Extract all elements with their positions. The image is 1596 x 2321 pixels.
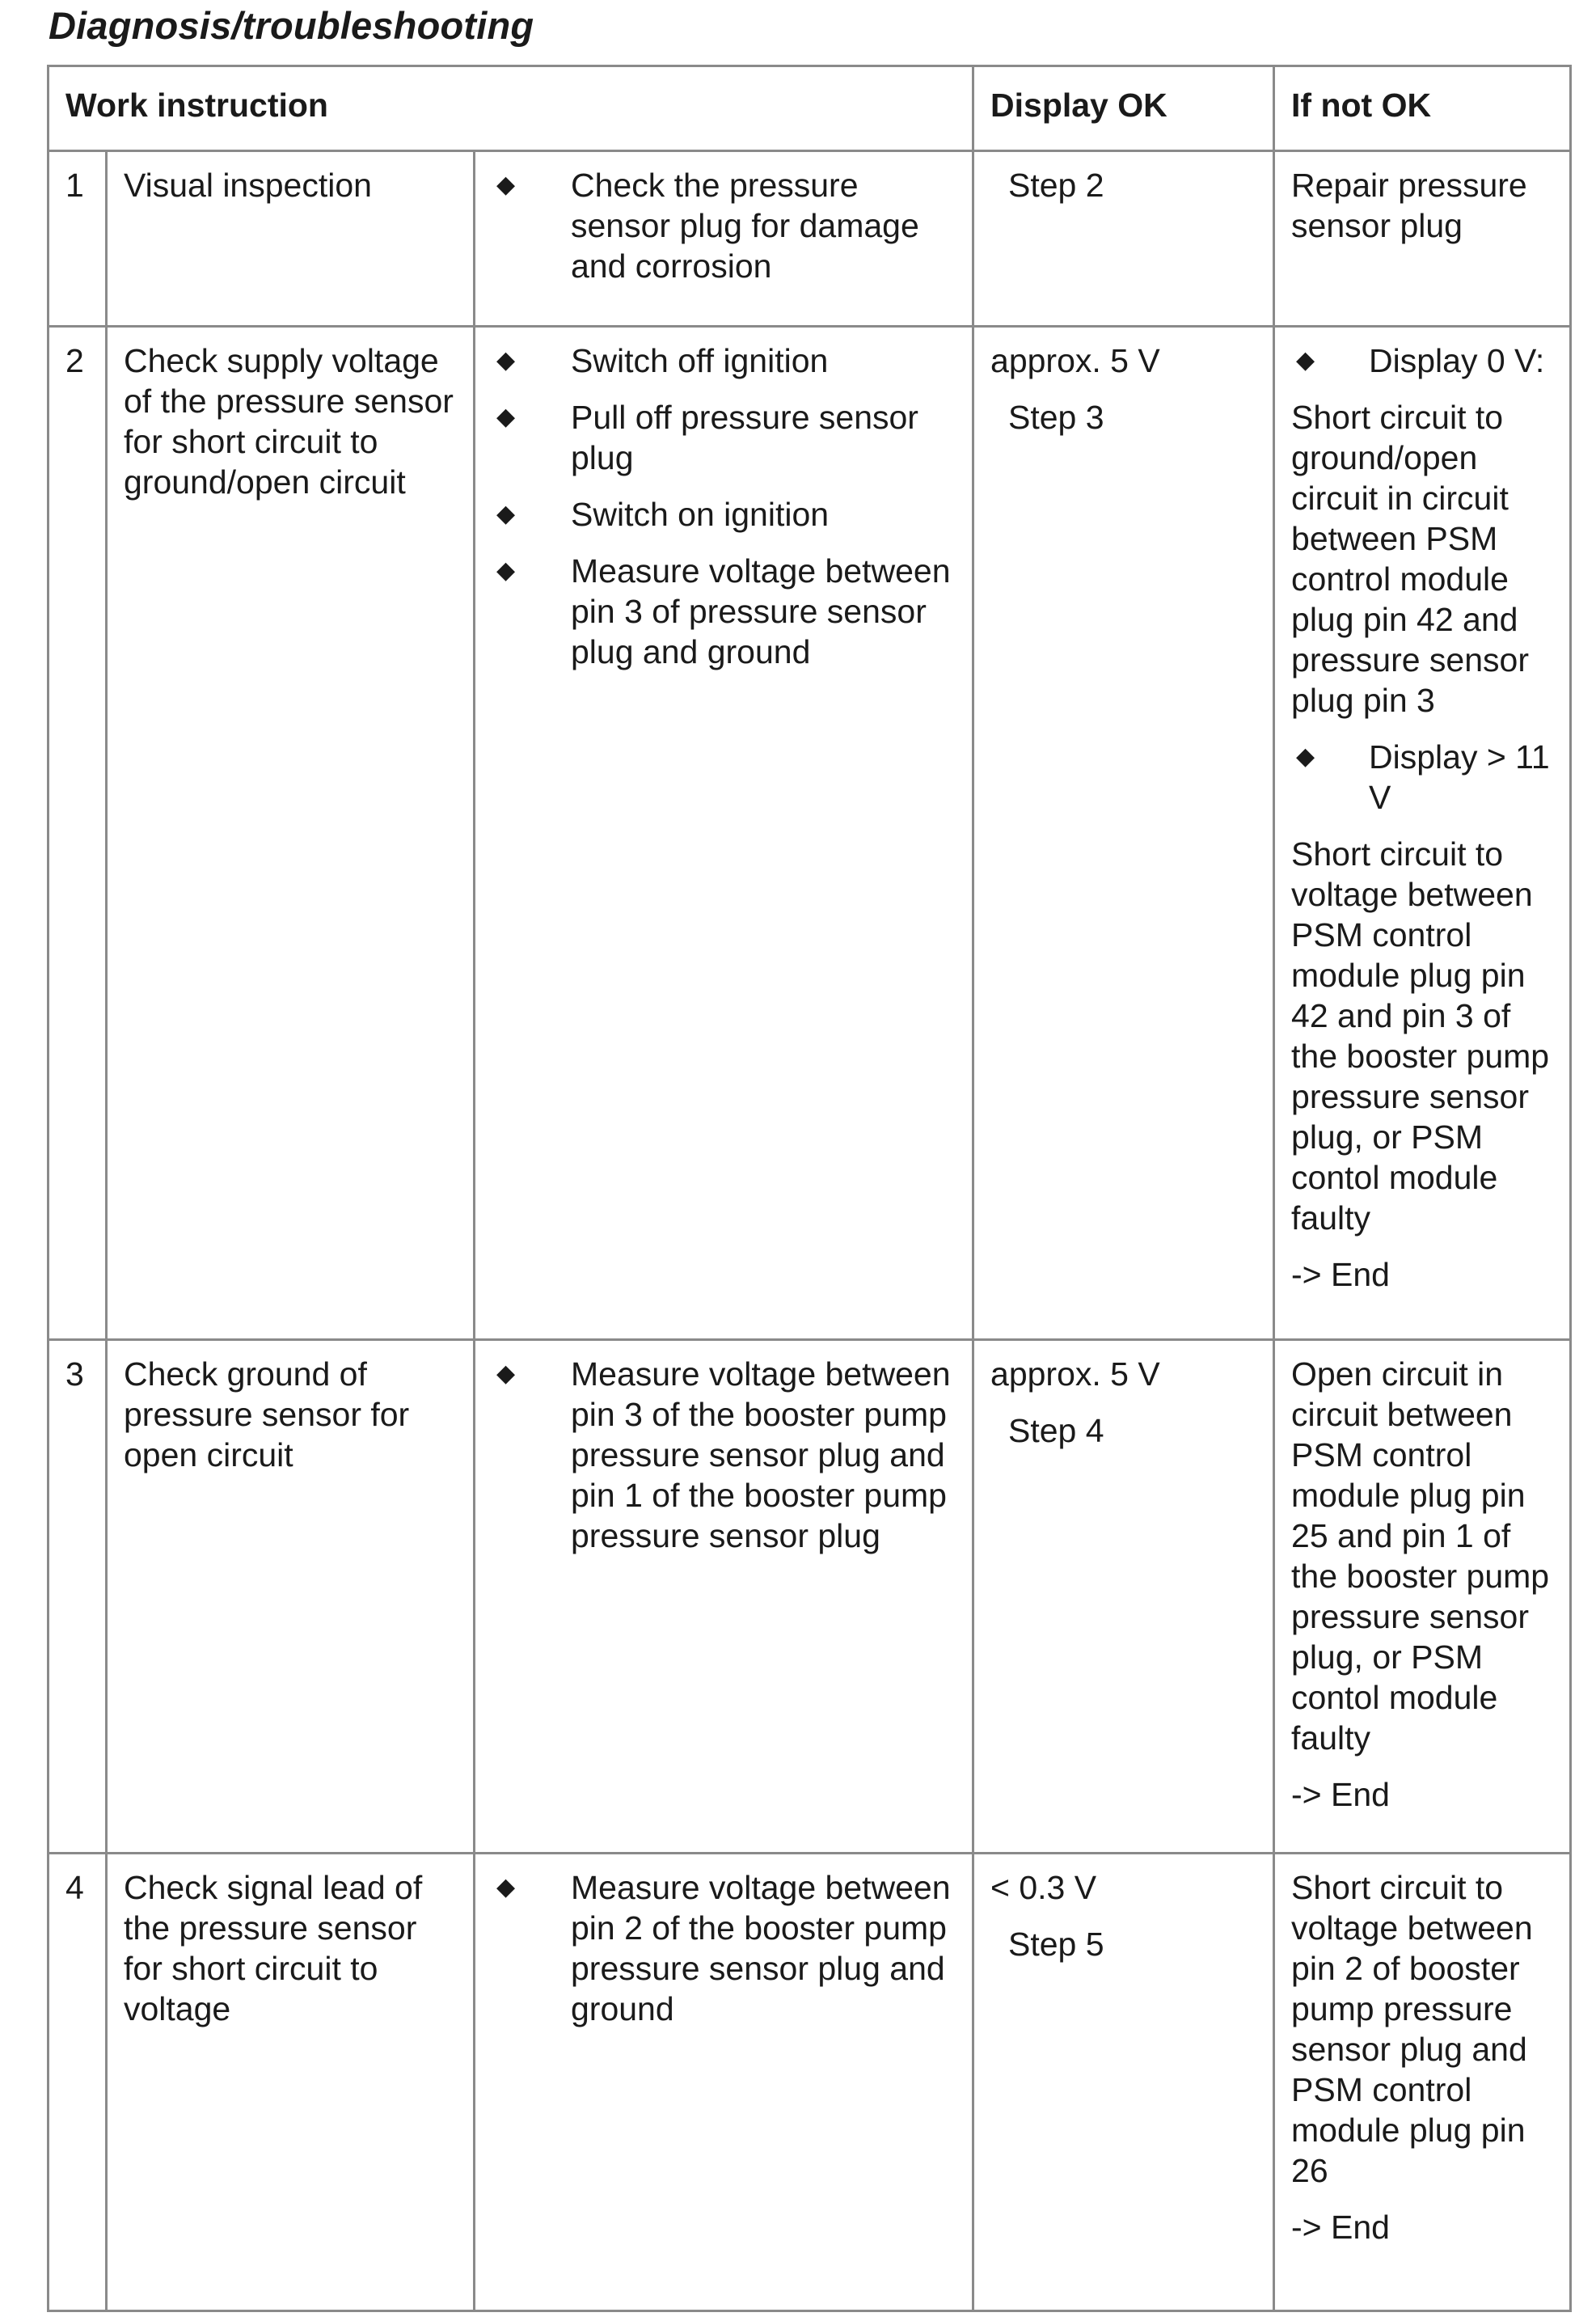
next-step: Step 3 — [1008, 399, 1104, 436]
not-ok-cell: Open circuit in circuit between PSM control module plug pin 25 and pin 1 of the booster pump pressure sensor plug, or PSM contol module faulty -> End — [1274, 1340, 1571, 1854]
header-if-not-ok: If not OK — [1274, 66, 1571, 151]
list-item: ◆ Measure voltage between pin 3 of pressure sensor plug and ground — [492, 551, 956, 672]
list-item: ◆ Pull off pressure sensor plug — [492, 397, 956, 478]
list-item: ◆ Measure voltage between pin 3 of the booster pump pressure sensor plug and pin 1 of the booster pump pressure sensor plug — [492, 1354, 956, 1556]
end-marker: -> End — [1291, 1776, 1390, 1813]
table-row — [49, 327, 1571, 1340]
diamond-bullet-icon: ◆ — [496, 171, 516, 198]
instruction-cell: Check signal lead of the pressure sensor for short circuit to voltage — [107, 1854, 475, 2311]
end-marker: -> End — [1291, 1256, 1390, 1293]
step-number: 2 — [49, 327, 107, 1340]
diamond-bullet-icon: ◆ — [496, 557, 516, 584]
end-marker: -> End — [1291, 2209, 1390, 2246]
list-item: ◆ Check the pressure sensor plug for damage and corrosion — [492, 165, 956, 286]
page-title: Diagnosis/troubleshooting — [49, 4, 534, 47]
not-ok-cell: Short circuit to voltage between pin 2 of booster pump pressure sensor plug and PSM control module plug pin 26 -> End — [1274, 1854, 1571, 2311]
header-work-instruction: Work instruction — [49, 66, 973, 151]
table-row — [49, 1854, 1571, 2311]
list-item: ◆ Display > 11 V — [1291, 737, 1553, 818]
action-cell — [475, 327, 973, 1340]
instruction-cell: Visual inspection — [107, 151, 475, 327]
diamond-bullet-icon: ◆ — [1296, 743, 1315, 770]
display-ok-cell — [973, 1854, 1274, 2311]
header-row — [49, 66, 1571, 151]
action-cell — [475, 1854, 973, 2311]
expected-value: approx. 5 V — [990, 342, 1160, 379]
table-row — [49, 151, 1571, 327]
step-number: 1 — [49, 151, 107, 327]
table-row — [49, 1340, 1571, 1854]
step-number: 3 — [49, 1340, 107, 1854]
display-ok-cell — [973, 327, 1274, 1340]
instruction-cell: Check ground of pressure sensor for open circuit — [107, 1340, 475, 1854]
header-display-ok: Display OK — [973, 66, 1274, 151]
action-cell — [475, 1340, 973, 1854]
list-item: ◆ Switch on ignition — [492, 494, 956, 535]
not-ok-cell: Repair pressure sensor plug — [1274, 151, 1571, 327]
display-ok-cell — [973, 151, 1274, 327]
list-item: ◆ Measure voltage between pin 2 of the booster pump pressure sensor plug and ground — [492, 1867, 956, 2029]
diamond-bullet-icon: ◆ — [1296, 347, 1315, 374]
list-item: ◆ Switch off ignition — [492, 340, 956, 381]
next-step: Step 4 — [1008, 1412, 1104, 1449]
diamond-bullet-icon: ◆ — [496, 347, 516, 374]
diamond-bullet-icon: ◆ — [496, 1360, 516, 1387]
next-step: Step 5 — [1008, 1926, 1104, 1963]
action-cell — [475, 151, 973, 327]
step-number: 4 — [49, 1854, 107, 2311]
not-ok-cell: ◆ Display 0 V: Short circuit to ground/open circuit in circuit between PSM control module plug pin 42 and pressure sensor plug pin 3 ◆ Display > 11 V Short circuit to voltage between PSM control module plug pin 42 and pin 3 of the booster pump pressure sensor plug, or PSM contol module faulty -> End — [1274, 327, 1571, 1340]
diamond-bullet-icon: ◆ — [496, 1874, 516, 1900]
expected-value: approx. 5 V — [990, 1355, 1160, 1393]
diamond-bullet-icon: ◆ — [496, 404, 516, 430]
list-item: ◆ Display 0 V: — [1291, 340, 1553, 381]
instruction-cell: Check supply voltage of the pressure sensor for short circuit to ground/open circuit — [107, 327, 475, 1340]
display-ok-cell — [973, 1340, 1274, 1854]
troubleshooting-table — [47, 65, 1572, 2312]
next-step: Step 2 — [1008, 167, 1104, 204]
diamond-bullet-icon: ◆ — [496, 501, 516, 527]
expected-value: < 0.3 V — [990, 1869, 1097, 1906]
